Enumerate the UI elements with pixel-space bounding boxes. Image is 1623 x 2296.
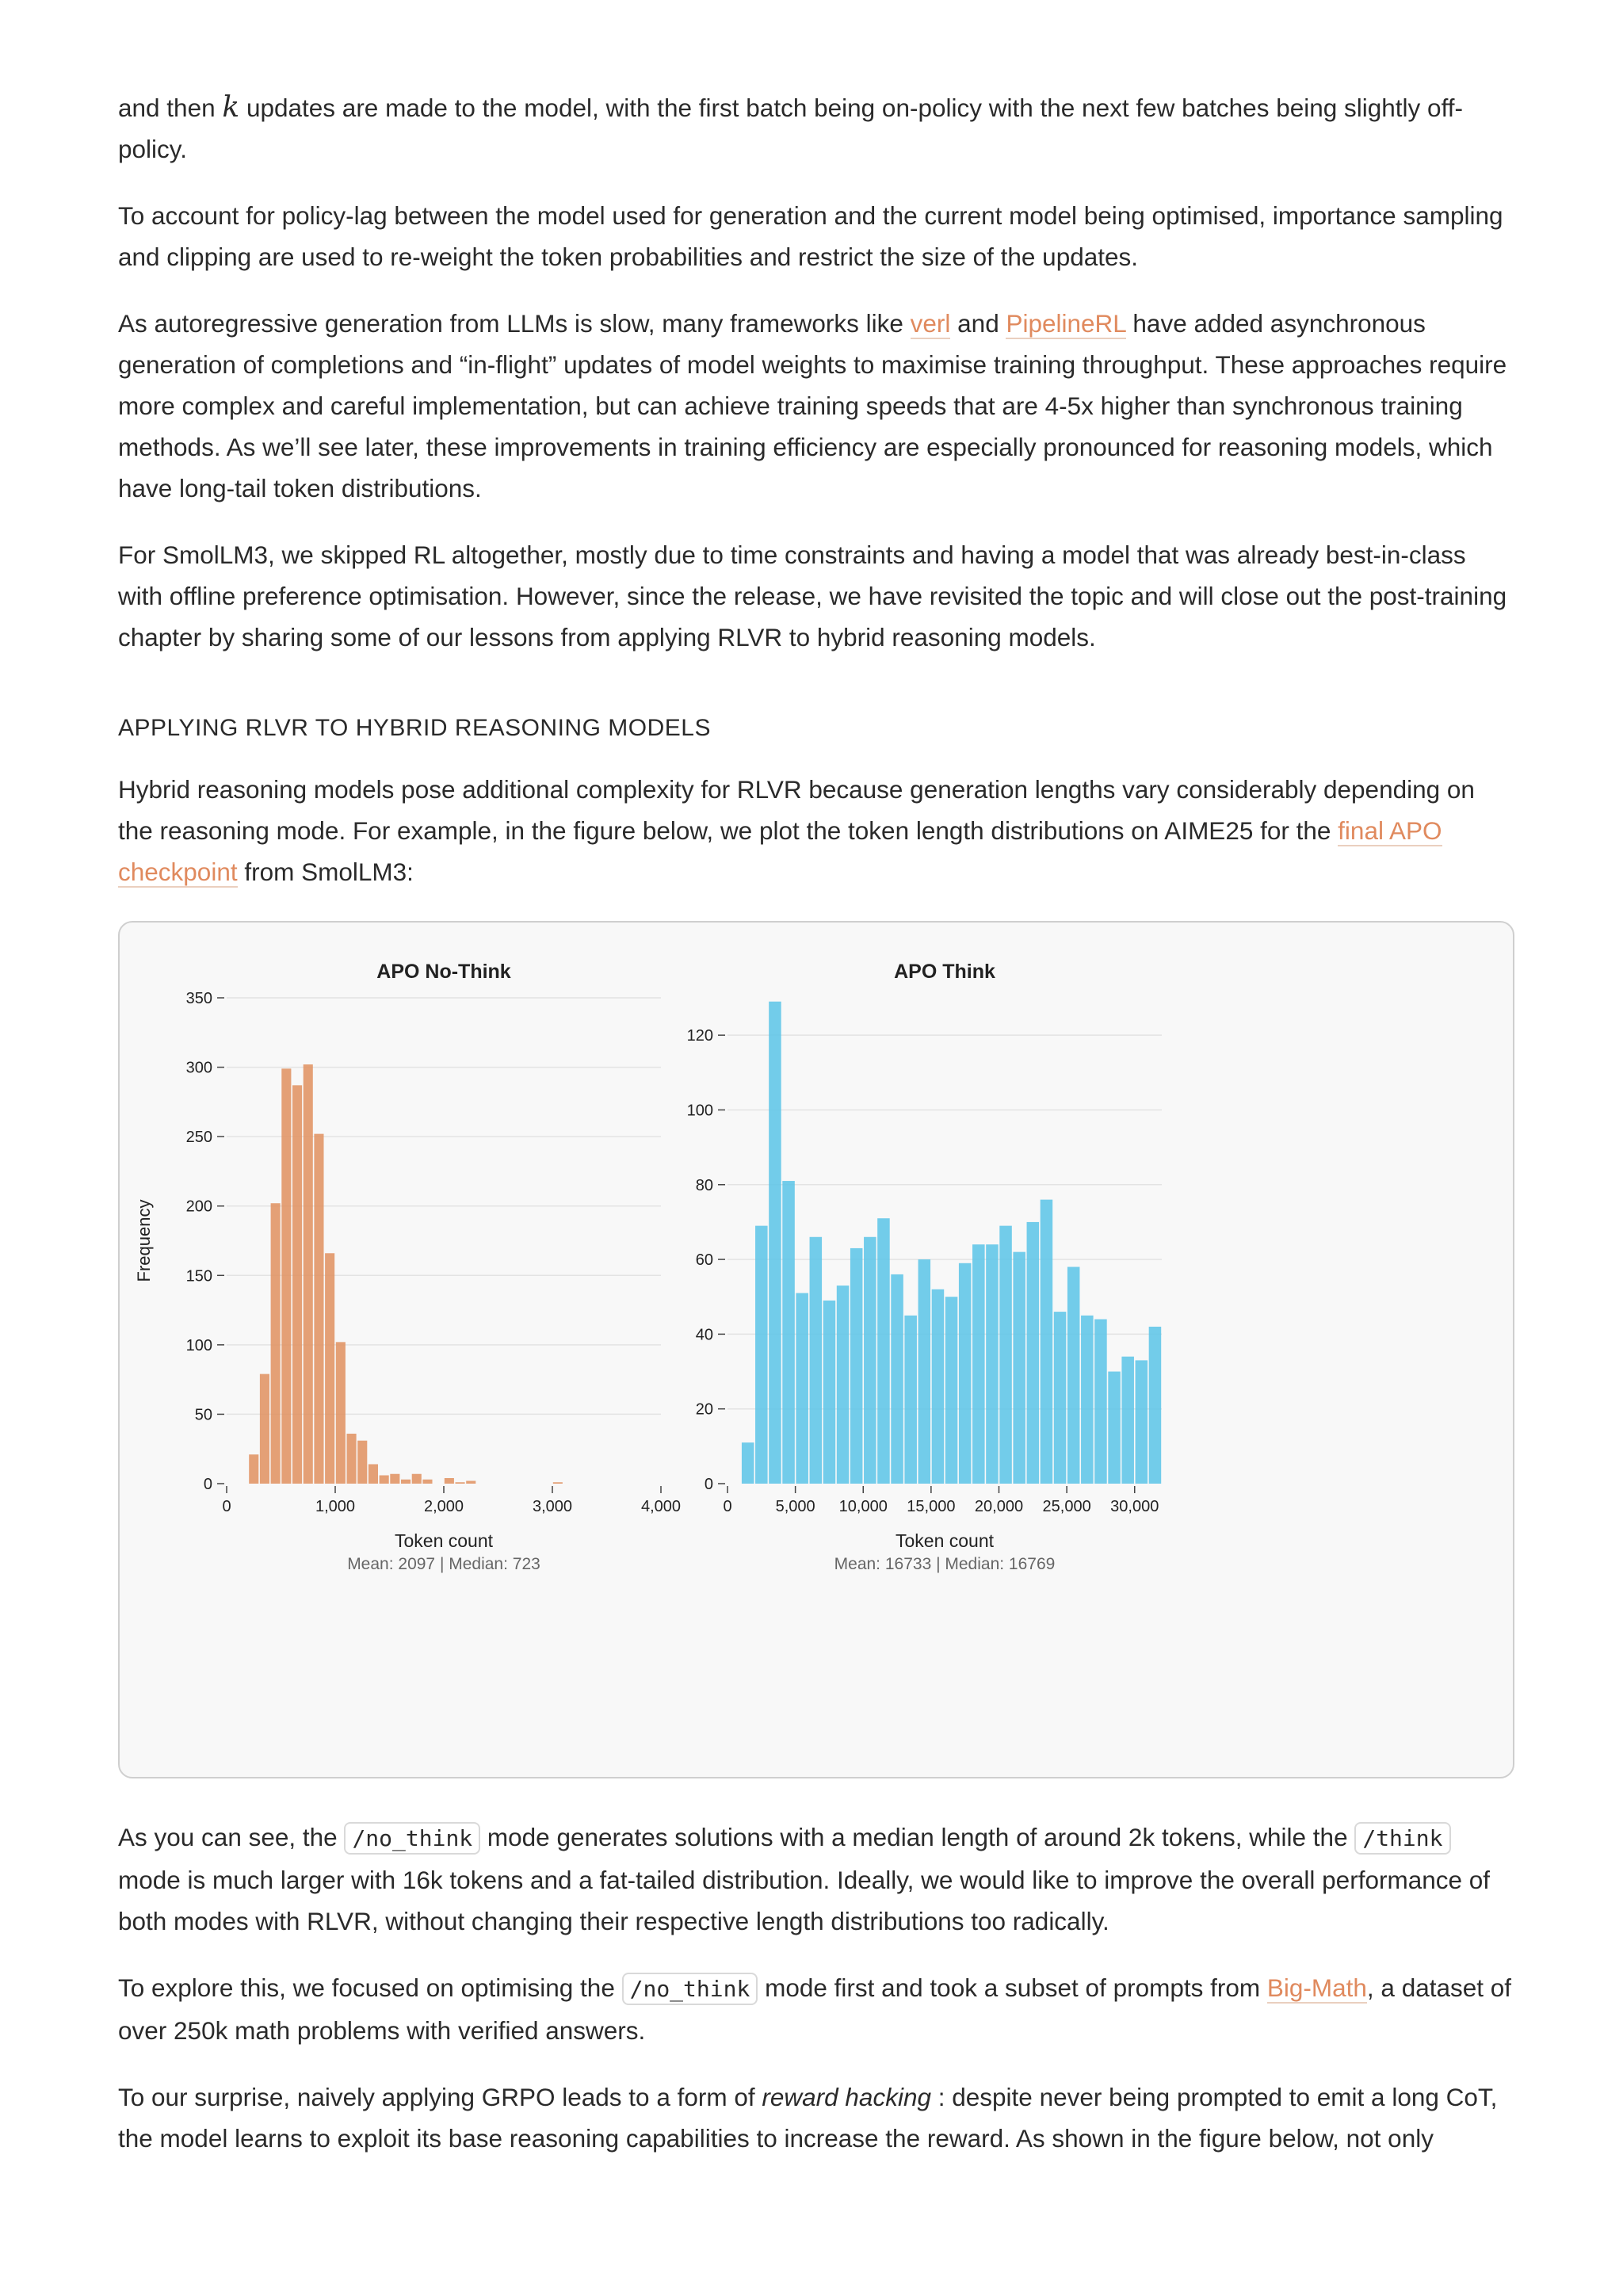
histogram-bar: [918, 1259, 931, 1484]
histogram-bar: [336, 1342, 346, 1484]
section-heading: APPLYING RLVR TO HYBRID REASONING MODELS: [118, 715, 711, 741]
histogram-bar: [271, 1203, 281, 1484]
histogram-bar: [292, 1085, 302, 1484]
histogram-bar: [972, 1244, 985, 1484]
histogram-bar: [864, 1237, 876, 1484]
histogram-bar: [810, 1237, 823, 1484]
paragraph-big-math: [118, 1967, 1513, 2051]
histogram-bar: [999, 1226, 1012, 1484]
histogram-bar: [1013, 1252, 1025, 1484]
text: , a dataset of over 250k math problems with verified answers.: [118, 1973, 1512, 2045]
y-tick-label: 150: [185, 1267, 212, 1286]
paragraph-async-frameworks: [118, 303, 1513, 509]
text: mode first and took a subset of prompts from: [758, 1973, 1267, 2002]
y-tick-label: 250: [185, 1129, 212, 1147]
histogram-bar: [932, 1289, 945, 1484]
x-tick-label: 2,000: [423, 1498, 464, 1515]
x-axis-label: Token count: [895, 1530, 995, 1551]
histogram-bar: [347, 1434, 357, 1484]
histogram-bar: [823, 1301, 836, 1484]
y-tick-label: 0: [704, 1476, 713, 1493]
histogram-bar: [742, 1442, 754, 1484]
paragraph-mode-lengths: [118, 1817, 1513, 1942]
y-tick-label: 40: [695, 1326, 713, 1344]
link-verl[interactable]: verl: [910, 309, 951, 338]
histogram-charts: [120, 923, 1513, 1777]
x-tick-label: 25,000: [1042, 1498, 1091, 1515]
x-tick-label: 30,000: [1110, 1498, 1159, 1515]
histogram-bar: [422, 1480, 432, 1484]
text: As you can see, the: [118, 1823, 345, 1851]
y-tick-label: 0: [203, 1476, 212, 1493]
histogram-bar: [1081, 1316, 1094, 1484]
x-tick-label: 0: [222, 1498, 231, 1515]
histogram-bar: [380, 1475, 389, 1484]
histogram-bar: [390, 1474, 399, 1484]
x-tick-label: 3,000: [532, 1498, 573, 1515]
math-variable-k: k: [222, 91, 240, 124]
paragraph-reward-hacking: [118, 2076, 1513, 2159]
x-tick-label: 10,000: [838, 1498, 888, 1515]
token-length-figure: [118, 921, 1514, 1778]
article-body: [118, 87, 1513, 2184]
x-axis-label: Token count: [394, 1530, 494, 1551]
histogram-bar: [281, 1068, 291, 1484]
x-tick-label: 5,000: [775, 1498, 815, 1515]
text: As autoregressive generation from LLMs is slow, many frameworks like: [118, 309, 911, 338]
histogram-bar: [1136, 1360, 1148, 1484]
histogram-bar: [325, 1253, 334, 1484]
text: mode generates solutions with a median length of around 2k tokens, while the: [480, 1823, 1355, 1851]
histogram-bar: [466, 1480, 475, 1484]
histogram-bar: [959, 1263, 972, 1484]
x-tick-label: 1,000: [315, 1498, 356, 1515]
histogram-bar: [357, 1441, 367, 1484]
y-tick-label: 100: [686, 1102, 713, 1120]
histogram-bar: [755, 1226, 768, 1484]
text: and then: [118, 94, 223, 122]
histogram-bar: [904, 1316, 917, 1484]
chart-stats-subtitle: Mean: 16733 | Median: 16769: [834, 1555, 1056, 1573]
paragraph-policy-lag: To account for policy-lag between the model used for generation and the current model being optimised, importance sampling and clipping are used to re-weight the token probabilities and restrict the size of the updates.: [118, 201, 1503, 271]
histogram-bar: [456, 1482, 465, 1484]
y-tick-label: 200: [185, 1198, 212, 1216]
y-tick-label: 80: [695, 1176, 713, 1194]
histogram-bar: [249, 1454, 258, 1484]
text: have added asynchronous generation of completions and “in-flight” updates of model weights to maximise training throughput. These approaches require more complex and careful implementation, but can achieve training speeds that are 4-5x higher than synchronous training methods. As we’ll see later, these improvements in training efficiency are especially pronounced for reasoning models, which have long-tail token distributions.: [118, 309, 1507, 502]
histogram-bar: [1041, 1200, 1053, 1484]
histogram-bar: [445, 1478, 454, 1484]
y-tick-label: 20: [695, 1400, 713, 1419]
x-tick-label: 20,000: [974, 1498, 1024, 1515]
x-tick-label: 15,000: [907, 1498, 956, 1515]
histogram-bar: [945, 1297, 958, 1484]
histogram-bar: [1094, 1320, 1107, 1484]
histogram-bar: [1121, 1357, 1134, 1484]
paragraph-off-policy: [118, 87, 1513, 170]
emphasis-reward-hacking: reward hacking: [762, 2083, 931, 2111]
text: updates are made to the model, with the first batch being on-policy with the next few batches being slightly off-policy.: [118, 94, 1463, 163]
chart-title: APO No-Think: [376, 961, 511, 983]
y-tick-label: 50: [194, 1406, 212, 1424]
histogram-bar: [796, 1293, 808, 1484]
histogram-bar: [304, 1064, 313, 1484]
y-tick-label: 350: [185, 990, 212, 1007]
y-tick-label: 100: [185, 1336, 212, 1354]
histogram-bar: [891, 1274, 903, 1484]
x-tick-label: 0: [723, 1498, 732, 1515]
histogram-bar: [1149, 1327, 1162, 1484]
histogram-bar: [782, 1181, 795, 1484]
histogram-bar: [553, 1482, 563, 1484]
code-think: /think: [1354, 1822, 1450, 1855]
histogram-bar: [1108, 1372, 1121, 1484]
histogram-bar: [837, 1286, 850, 1484]
paragraph-hybrid-reasoning: [118, 769, 1513, 892]
histogram-bar: [401, 1480, 411, 1484]
y-tick-label: 60: [695, 1251, 713, 1270]
text: To explore this, we focused on optimising the: [118, 1973, 622, 2002]
paragraph-smollm3-rl: For SmolLM3, we skipped RL altogether, mostly due to time constraints and having a model that was already best-in-class with offline preference optimisation. However, since the release, we have revisited the topic and will close out the post-training chapter by sharing some of our lessons from applying RLVR to hybrid reasoning models.: [118, 541, 1507, 651]
histogram-bar: [769, 1002, 781, 1484]
y-tick-label: 120: [686, 1027, 713, 1045]
text: To our surprise, naively applying GRPO leads to a form of: [118, 2083, 762, 2111]
text: from SmolLM3:: [237, 858, 414, 886]
text: mode is much larger with 16k tokens and a fat-tailed distribution. Ideally, we would like to improve the overall performance of both modes with RLVR, without changing their respective length distributions too radically.: [118, 1866, 1491, 1935]
chart-title: APO Think: [894, 961, 995, 983]
histogram-bar: [850, 1248, 863, 1484]
histogram-bar: [314, 1134, 323, 1484]
histogram-bar: [877, 1218, 890, 1484]
histogram-bar: [1067, 1267, 1080, 1484]
code-no-think: /no_think: [344, 1822, 480, 1855]
link-final-apo-checkpoint[interactable]: final APO checkpoint: [118, 816, 1442, 886]
link-pipelinerl[interactable]: PipelineRL: [1006, 309, 1126, 338]
histogram-bar: [986, 1244, 999, 1484]
histogram-bar: [369, 1464, 378, 1484]
text: Hybrid reasoning models pose additional complexity for RLVR because generation lengths vary considerably depending on the reasoning mode. For example, in the figure below, we plot the token length distributions on AIME25 for the: [118, 775, 1475, 845]
y-axis-label: Frequency: [134, 1199, 154, 1282]
x-tick-label: 4,000: [640, 1498, 682, 1515]
code-no-think: /no_think: [622, 1973, 758, 2005]
link-big-math[interactable]: Big-Math: [1266, 1973, 1367, 2002]
histogram-bar: [260, 1374, 269, 1484]
text: and: [950, 309, 1006, 338]
chart-stats-subtitle: Mean: 2097 | Median: 723: [347, 1555, 540, 1573]
histogram-bar: [1027, 1222, 1040, 1484]
y-tick-label: 300: [185, 1059, 212, 1077]
histogram-bar: [1054, 1312, 1067, 1484]
histogram-bar: [412, 1474, 422, 1484]
text: : despite never being prompted to emit a long CoT, the model learns to exploit its base reasoning capabilities to increase the reward. As shown in the figure below, not only: [118, 2083, 1498, 2153]
